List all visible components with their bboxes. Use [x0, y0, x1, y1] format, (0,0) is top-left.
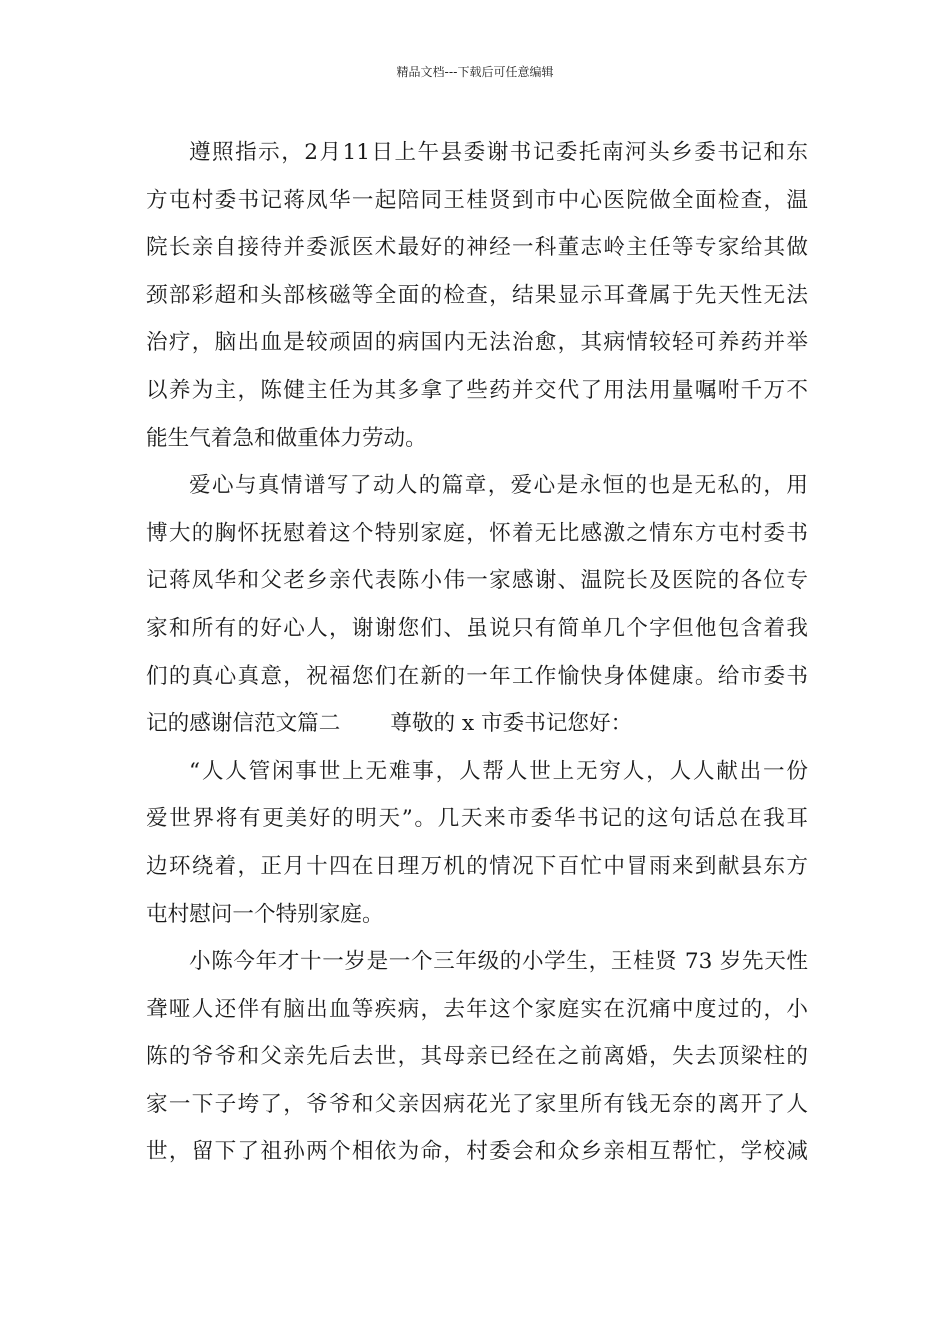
text-line: 边环绕着，正月十四在日理万机的情况下百忙中冒雨来到献县东方 — [146, 853, 808, 879]
text-line: 以养为主，陈健主任为其多拿了些药并交代了用法用量嘱咐千万不 — [146, 377, 808, 403]
document-body — [146, 129, 808, 1176]
text-line: 遵照指示，2月11日上午县委谢书记委托南河头乡委书记和东 — [189, 140, 808, 165]
text-line: 记蒋凤华和父老乡亲代表陈小伟一家感谢、温院长及医院的各位专 — [146, 568, 808, 594]
text-line: 治疗，脑出血是较顽固的病国内无法治愈，其病情较轻可养药并举 — [146, 330, 808, 356]
text-line: 们的真心真意，祝福您们在新的一年工作愉快身体健康。给市委书 — [146, 663, 808, 689]
text-line: 屯村慰问一个特别家庭。 — [146, 901, 384, 927]
text-line: 院长亲自接待并委派医术最好的神经一科董志岭主任等专家给其做 — [146, 235, 808, 261]
text-line: 爱心与真情谱写了动人的篇章，爱心是永恒的也是无私的，用 — [189, 473, 808, 499]
text-line: 能生气着急和做重体力劳动。 — [146, 425, 427, 451]
text-line — [146, 700, 808, 748]
text-line: 方屯村委书记蒋凤华一起陪同王桂贤到市中心医院做全面检查，温 — [146, 187, 808, 213]
text-line: 世，留下了祖孙两个相依为命，村委会和众乡亲相互帮忙，学校减 — [146, 1139, 808, 1165]
text-line: 博大的胸怀抚慰着这个特别家庭，怀着无比感激之情东方屯村委书 — [146, 520, 808, 546]
text-line: 家和所有的好心人，谢谢您们、虽说只有简单几个字但他包含着我 — [146, 615, 808, 641]
text-line: 小陈今年才十一岁是一个三年级的小学生，王桂贤 73 岁先天性 — [189, 949, 808, 975]
text-line: 颈部彩超和头部核磁等全面的检查，结果显示耳聋属于先天性无法 — [146, 282, 808, 308]
text-line: “人人管闲事世上无难事，人帮人世上无穷人，人人献出一份 — [189, 758, 808, 784]
salutation: 尊敬的 x 市委书记您好： — [390, 711, 633, 737]
text-line: 聋哑人还伴有脑出血等疾病，去年这个家庭实在沉痛中度过的，小 — [146, 996, 808, 1022]
page-header: 精品文档---下载后可任意编辑 — [396, 65, 554, 79]
article-title: 记的感谢信范文篇二 — [146, 711, 341, 737]
text-line: 家一下子垮了，爷爷和父亲因病花光了家里所有钱无奈的离开了人 — [146, 1091, 808, 1117]
text-line: 爱世界将有更美好的明天”。几天来市委华书记的这句话总在我耳 — [146, 806, 808, 832]
text-line: 陈的爷爷和父亲先后去世，其母亲已经在之前离婚，失去顶梁柱的 — [146, 1044, 808, 1070]
